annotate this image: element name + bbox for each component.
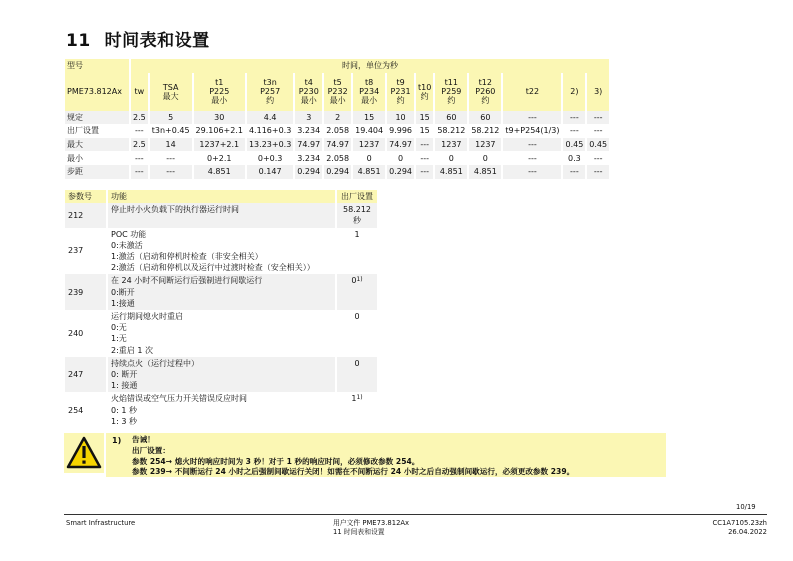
column-header-line: P231 [390,87,411,97]
timing-cell: 0+0.3 [257,153,283,163]
timing-column-header [416,73,433,111]
timing-cell: 0.294 [324,165,351,179]
footer-doc-title: 用户文件 PME73.812Ax [333,519,410,527]
factory-value-text: 1 [354,229,360,239]
timing-cell: 1237 [469,138,501,152]
param-function [108,228,335,275]
timing-cell: 10 [387,111,414,125]
timing-column-header [469,73,501,111]
param-function-line: 火焰错误或空气压力开关错误反应时间 [111,394,247,404]
param-function [108,310,335,357]
column-header-line: t1 [215,78,224,88]
timing-cell: 1237 [353,138,385,152]
type-label: 型号 [65,59,129,73]
timing-cell: 4.4 [247,111,293,125]
timing-column-header [503,73,561,111]
param-function-line: 运行期间熄火时重启 [111,312,183,322]
warning-line: 参数 254→ 熄火时的响应时间为 3 秒！对于 1 秒的响应时间，必须修改参数 254。 [132,456,420,466]
timing-cell: 58.212 [471,126,500,136]
timing-cell: 2.058 [326,126,350,136]
timing-cell: 15 [419,126,430,136]
param-id: 237 [68,246,84,256]
timing-row [65,165,609,179]
param-factory-value [337,228,377,275]
param-function-line: 停止时小火负载下的执行器运行时间 [111,205,239,215]
param-factory-value [337,310,377,357]
timing-cell: --- [131,165,148,179]
param-function-line: 1:无 [111,334,127,344]
timing-cell: --- [135,126,144,136]
timing-column-header [194,73,245,111]
timing-column-header [131,73,148,111]
param-id: 212 [65,203,106,227]
timing-cell: --- [528,153,537,163]
warning-icon-box [64,433,104,473]
timing-cell: 2.5 [131,138,148,152]
param-row [65,274,377,310]
timing-cell: 2.058 [326,153,350,163]
column-header-line: t11 [444,78,458,88]
param-function-line: 0:断开 [111,287,135,297]
timing-cell: --- [166,153,175,163]
param-row [65,203,377,227]
timing-cell: 60 [469,111,501,125]
footnote-marker: 1) [356,276,363,284]
timing-cell: 15 [416,111,433,125]
footer-divider [64,514,767,515]
timing-cell: --- [593,126,603,136]
timing-cell: 9.996 [389,126,413,136]
timing-cell: 15 [353,111,385,125]
timing-cell: --- [416,138,433,152]
warning-number: 1) [112,436,122,445]
footer-right [690,519,767,537]
timing-row-label: 步距 [65,165,129,179]
footer-chapter: 11 时间表和设置 [333,528,385,536]
timing-cell: 1237+2.1 [194,138,245,152]
param-function-header: 功能 [108,190,335,203]
warning-line: 出厂设置： [132,445,170,455]
factory-value-text: 0 [351,276,357,286]
param-function-line: 0: 1 秒 [111,405,137,415]
timing-cell: --- [416,165,433,179]
timing-row [65,111,609,125]
timing-cell: --- [570,126,579,136]
warning-line: 告诫！ [132,435,155,444]
timing-cell: 0.294 [387,165,414,179]
timing-cell: 0.147 [247,165,293,179]
param-function [108,392,335,428]
column-header-line: P260 [475,87,496,97]
param-function [108,203,335,227]
factory-value-text: 0 [354,312,360,322]
timing-row-label: 出厂设置 [67,126,99,136]
timing-cell: t9+P254(1/3) [505,126,560,136]
timing-cell: 1237 [435,138,467,152]
timing-cell: 4.851 [435,165,467,179]
param-row [65,228,377,275]
timing-cell: --- [150,165,192,179]
column-header-line: 约 [420,91,429,101]
page-title [66,26,210,51]
column-header-line: 最小 [361,96,378,106]
warning-icon [64,433,104,473]
timing-cell: --- [587,165,609,179]
timing-cell: 0.3 [568,153,581,163]
footer-doc-id: CC1A7105.23zh [712,519,767,527]
param-row [65,357,377,393]
param-row [65,392,377,428]
timing-cell: --- [503,165,561,179]
timing-cell: 0 [482,153,488,163]
timing-cell: 74.97 [324,138,351,152]
column-header-line: t22 [525,87,540,97]
column-header-line: 最小 [211,96,228,106]
timing-row [65,151,609,165]
column-header-line: t3n [263,78,277,88]
column-header-line: 约 [266,96,275,106]
timing-cell: --- [563,165,585,179]
param-function-line: 1: 接通 [111,381,138,391]
timing-cell: 3 [295,111,322,125]
column-header-line: 最小 [300,96,317,106]
footer-date: 26.04.2022 [728,528,767,536]
timing-cell: 13.23+0.3 [247,138,293,152]
timing-cell: 29.106+2.1 [195,126,243,136]
timing-row-label: 最小 [67,153,83,163]
param-function-line: 持续点火（运行过程中） [111,358,199,368]
model-name: PME73.812Ax [65,73,129,111]
warning-box [106,433,666,477]
param-header-row [65,190,377,203]
param-function-line: 0:无 [111,323,127,333]
column-header-line: 约 [447,96,456,106]
timing-column-header [247,73,293,111]
timing-cell: 0 [448,153,454,163]
param-function-line: POC 功能 [111,229,147,239]
warning-text [132,435,574,478]
chapter-title: 时间表和设置 [104,31,210,51]
timing-cell: 74.97 [387,138,414,152]
timing-cell: 58.212 [437,126,466,136]
timing-cell: 0.45 [587,138,609,152]
timing-cell: 4.851 [353,165,385,179]
column-header-line: 约 [396,96,405,106]
column-header-line: 约 [481,96,490,106]
footer-center [333,519,409,537]
column-header-line: TSA [162,82,179,92]
timing-column-row [65,73,609,111]
column-header-line: 最小 [329,96,346,106]
param-id: 239 [65,274,106,310]
param-function-line: 1:接通 [111,298,135,308]
timing-cell: 30 [194,111,245,125]
timing-cell: --- [503,138,561,152]
param-function-line: 1: 3 秒 [111,416,137,426]
timing-cell: --- [135,153,144,163]
timing-row-label: 最大 [65,138,129,152]
param-factory-value [337,274,377,310]
param-id: 240 [68,328,84,338]
timing-cell: --- [420,153,430,163]
column-header-line: t5 [333,78,342,88]
param-function-line: 1:激活（启动和停机时检查（非安全相关） [111,252,263,262]
timing-cell: 4.851 [194,165,245,179]
timing-cell: 2.5 [131,111,148,125]
column-header-line: P225 [209,87,230,97]
param-function-line: 0: 断开 [111,370,138,380]
timing-cell: 0+2.1 [207,153,232,163]
timing-cell: 0 [366,153,372,163]
timing-cell: 5 [150,111,192,125]
timing-cell: 3.234 [297,153,321,163]
factory-value-text: 58.212 秒 [343,205,371,226]
timing-cell: 4.851 [469,165,501,179]
factory-value-text: 1 [351,394,357,404]
timing-cell: --- [587,111,609,125]
timing-column-header [353,73,385,111]
timing-row [65,124,609,138]
column-header-line: t10 [418,82,432,92]
time-unit-label: 时间，单位为秒 [131,59,609,73]
column-header-line: t12 [478,78,492,88]
timing-column-header [295,73,322,111]
param-function-line: 2:重启 1 次 [111,345,153,355]
timing-cell: --- [503,111,561,125]
column-header-line: P232 [327,87,348,97]
timing-column-header [324,73,351,111]
column-header-line: P230 [298,87,319,97]
timing-cell: --- [593,153,603,163]
timing-cell: 3.234 [297,126,321,136]
chapter-number: 11 [66,31,91,51]
timing-cell: 0 [398,153,404,163]
param-factory-value [337,357,377,393]
timing-cell: --- [563,111,585,125]
column-header-line: tw [134,87,145,97]
footnote-marker: 1) [356,394,363,402]
param-function [108,357,335,393]
column-header-line: 最大 [162,91,179,101]
timing-cell: t3n+0.45 [151,126,190,136]
column-header-line: P257 [260,87,281,97]
timing-cell: 14 [150,138,192,152]
column-header-line: P234 [359,87,380,97]
param-function-line: 2:激活（启动和停机以及运行中过渡时检查（安全相关）） [111,263,315,273]
timing-column-header [587,73,609,111]
param-function-line: 在 24 小时不间断运行后强制进行间歇运行 [111,276,263,286]
param-row [65,310,377,357]
parameter-table [63,190,379,428]
param-id-header: 参数号 [65,190,106,203]
timing-column-header [387,73,414,111]
param-factory-header: 出厂设置 [337,190,377,203]
timing-column-header [563,73,585,111]
param-id: 254 [68,405,84,415]
param-factory-value [337,392,377,428]
timing-header-row [65,59,609,73]
column-header-line: t4 [304,78,313,88]
param-function [108,274,335,310]
timing-cell: 2 [324,111,351,125]
timing-cell: 60 [435,111,467,125]
column-header-line: t8 [364,78,374,88]
timing-cell: 4.116+0.3 [248,126,292,136]
footer-company: Smart Infrastructure [66,519,136,527]
timing-row [65,138,609,152]
warning-line: 参数 239→ 不间断运行 24 小时之后强制间歇运行关闭！如需在不间断运行 24 小时之后自动强制间歇运行，必须更改参数 239。 [132,467,575,477]
factory-value-text: 0 [354,358,360,368]
timing-column-header [435,73,467,111]
column-header-line: P259 [441,87,462,97]
timing-cell: 0.294 [295,165,322,179]
timing-table [63,59,611,179]
timing-row-label: 规定 [65,111,129,125]
column-header-line: t9 [396,78,405,88]
timing-cell: 74.97 [295,138,322,152]
param-id: 247 [65,357,106,393]
column-header-line: 3) [594,87,603,97]
param-factory-value [337,203,377,227]
timing-column-header [150,73,192,111]
timing-cell: 19.404 [355,126,384,136]
page-number: 10/19 [736,503,756,511]
timing-cell: 0.45 [563,138,585,152]
column-header-line: 2) [570,87,579,97]
param-function-line: 0:未激活 [111,240,143,250]
